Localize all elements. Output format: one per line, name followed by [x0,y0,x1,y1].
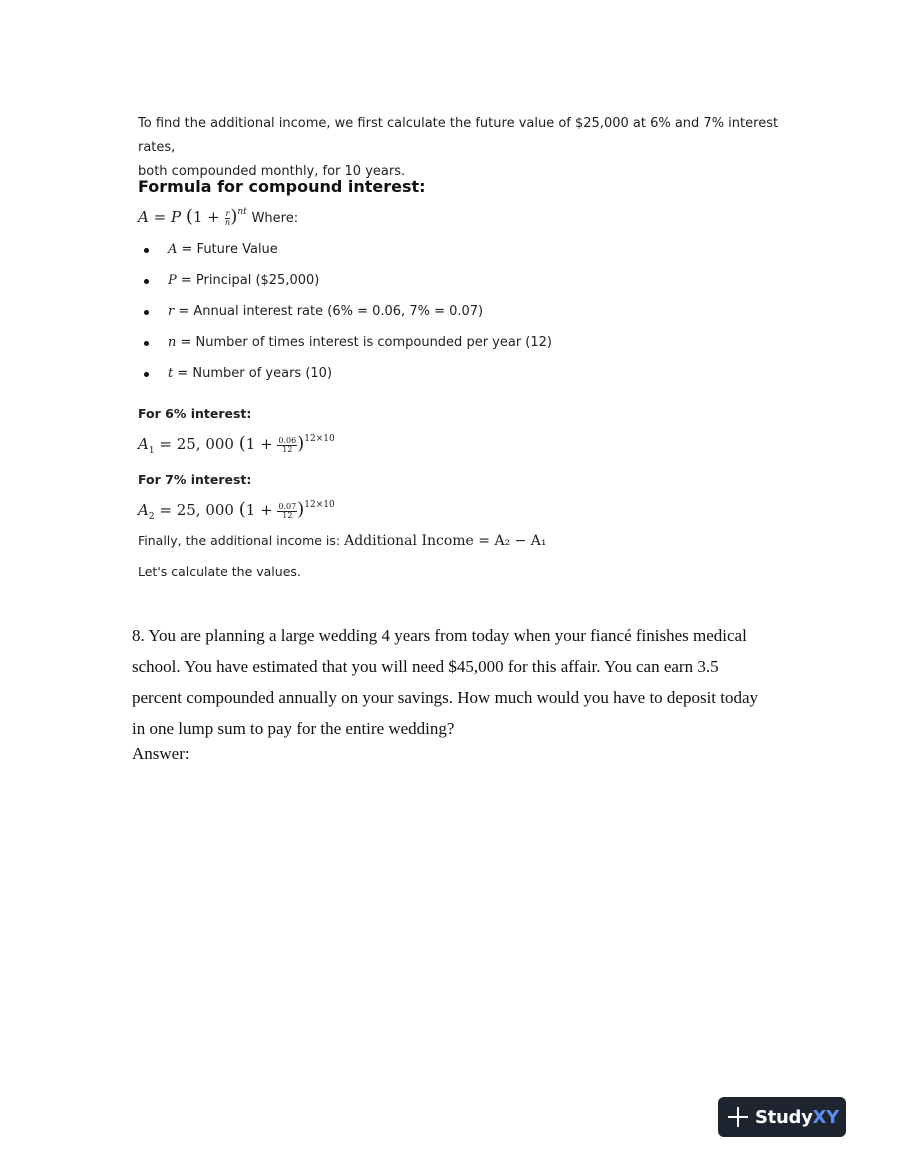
question-8: 8. You are planning a large wedding 4 years from today when your fiancé finishes medical school. You have estimated that you will need $45,000 for this affair. You can earn 3.5 percent compounded annually on your savings. How much would you have to deposit today in one lump sum to pay for the entire wedding? [132,626,759,738]
list-item: t = Number of years (10) [138,364,552,395]
list-item: n = Number of times interest is compounded per year (12) [138,333,552,364]
closing-note: Let's calculate the values. [138,564,301,579]
formula-a2: $A_2 = 25$, 000 (1 + $\frac{0.07}{12}$ )$^{12\times 10}$ [138,499,335,522]
subheading-7-percent: For 7% interest: [138,472,252,487]
formula-where: Where: [251,211,299,226]
plus-icon [727,1106,749,1128]
answer-label: Answer: [132,744,190,763]
compound-formula: A = P (1 + $\frac{r}{n}$ )$^{nt}$ Where: [138,206,299,227]
intro-text: To find the additional income, we first calculate the future value of $25,000 at 6% and 7% interest rates, both compounded monthly, for 10 years. [138,116,779,179]
final-statement: Finally, the additional income is: Additional Income = A₂ − A₁ [138,533,547,549]
list-item: P = Principal ($25,000) [138,271,552,302]
formula-heading: Formula for compound interest: [138,177,426,196]
list-item: r = Annual interest rate (6% = 0.06, 7% = 0.07) [138,302,552,333]
logo-text: StudyXY [755,1106,839,1128]
formula-a1: $A_1 = 25$, 000 (1 + $\frac{0.06}{12}$ )$^{12\times 10}$ [138,433,335,456]
additional-income-formula: Additional Income = A₂ − A₁ [344,533,547,549]
studyxy-logo [718,1097,846,1137]
variable-list [138,240,552,395]
list-item: A = Future Value [138,240,552,271]
embedded-screenshot [138,112,788,579]
subheading-6-percent: For 6% interest: [138,406,252,421]
